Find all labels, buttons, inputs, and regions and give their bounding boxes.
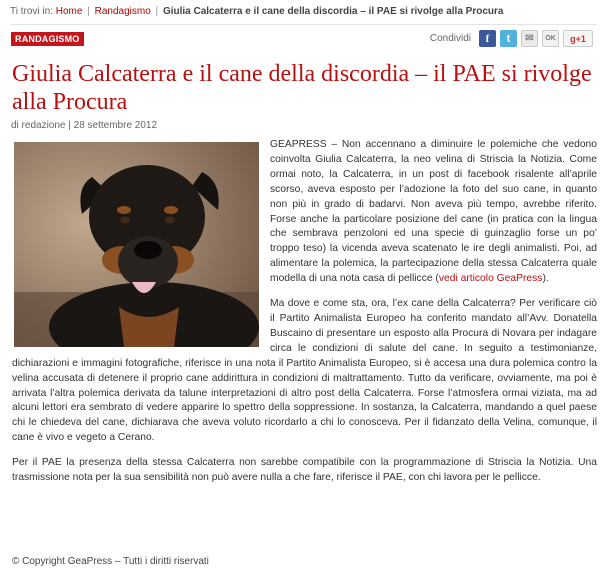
breadcrumb-current: Giulia Calcaterra e il cane della discordia – il PAE si rivolge alla Procura — [162, 6, 504, 17]
breadcrumb-separator: | — [155, 6, 159, 17]
category-badge[interactable]: RANDAGISMO — [11, 32, 84, 46]
email-icon[interactable]: ✉ — [521, 30, 538, 47]
google-plus-icon[interactable]: g+1 — [563, 30, 593, 47]
oknotizie-icon[interactable]: OK — [542, 30, 559, 47]
paragraph-text: ). — [542, 273, 549, 285]
paragraph-text: GEAPRESS – Non accennano a diminuire le polemiche che vedono coinvolta Giulia Calcaterra, la neo velina di Striscia la Notizia. Come ormai noto, la Calcaterra, in un post di facebook risalente all’aprile scorso, aveva esposto per l’adozione la foto del suo cane, in quanto non più in grado di badarvi. Non aveva più tempo, avrebbe riferito. Forse anche la particolare posizione del cane (in pratica con la lingua che sembrava penzoloni ed una specie di guinzaglio forse un po’ troppo teso) la vicenda aveva scatenato le ire degli animalisti. Poi, ad alimentare la polemica, la partecipazione della stessa Calcaterra quale modella di una nota casa di pellicce ( — [270, 139, 597, 285]
share-bar — [430, 30, 593, 47]
share-label: Condividi — [429, 33, 471, 44]
breadcrumb-home-link[interactable]: Home — [55, 6, 83, 17]
article-title: Giulia Calcaterra e il cane della discordia – il PAE si rivolge alla Procura — [12, 61, 592, 115]
breadcrumb-category-link[interactable]: Randagismo — [94, 6, 151, 17]
breadcrumb-prefix: Ti trovi in: — [10, 6, 53, 17]
breadcrumb — [10, 6, 503, 17]
image-spacer — [12, 138, 270, 348]
copyright-notice: © Copyright GeaPress – Tutti i diritti riservati — [12, 556, 209, 567]
article-paragraph: Per il PAE la presenza della stessa Calcaterra non sarebbe compatibile con la programmazione di Striscia la Notizia. Una trasmissione nota per la sua sensibilità non può avere nulla a che fare, riferisce il PAE, con chi lavora per le pellicce. — [12, 457, 597, 484]
related-article-link[interactable]: vedi articolo GeaPress — [438, 273, 543, 285]
article-body — [12, 138, 597, 496]
article-meta: di redazione | 28 settembre 2012 — [11, 120, 158, 131]
facebook-icon[interactable]: f — [479, 30, 496, 47]
article-paragraph: Ma dove e come sta, ora, l’ex cane della Calcaterra? Per verificare ciò il Partito Animalista Europeo ha conferito mandato all’Avv. Donatella Buscaino di presentare un esposto alla Procura di Novara per indagare circa le condizioni di salute del cane. In seguito a testimonianze, dichiarazioni e immagini fotografiche, riferisce in una nota il Partito Animalista Europeo, si è accesa una dura polemica contro la velina accusata di detenere il proprio cane addirittura in condizioni di maltrattamento. Tutto da verificare, ovviamente, ma poi è arrivata l’altra polemica derivata da talune interpretazioni di altro post della Calcaterra. Forse l’atmosfera ormai viziata, ma ad alcuni lettori era sembrato di vedere apparire lo spettro della soppressione. In sostanza, la Calcaterra, mandando a quel paese chi le chiedeva del cane, dichiarava che aveva voluto ricordarlo a chi lo conosceva. Per il fidanzato della Velina, comunque, il cane è vivo e vegeto a Cerano. — [12, 298, 597, 444]
breadcrumb-separator: | — [87, 6, 90, 17]
divider — [10, 24, 597, 25]
twitter-icon[interactable]: t — [500, 30, 517, 47]
